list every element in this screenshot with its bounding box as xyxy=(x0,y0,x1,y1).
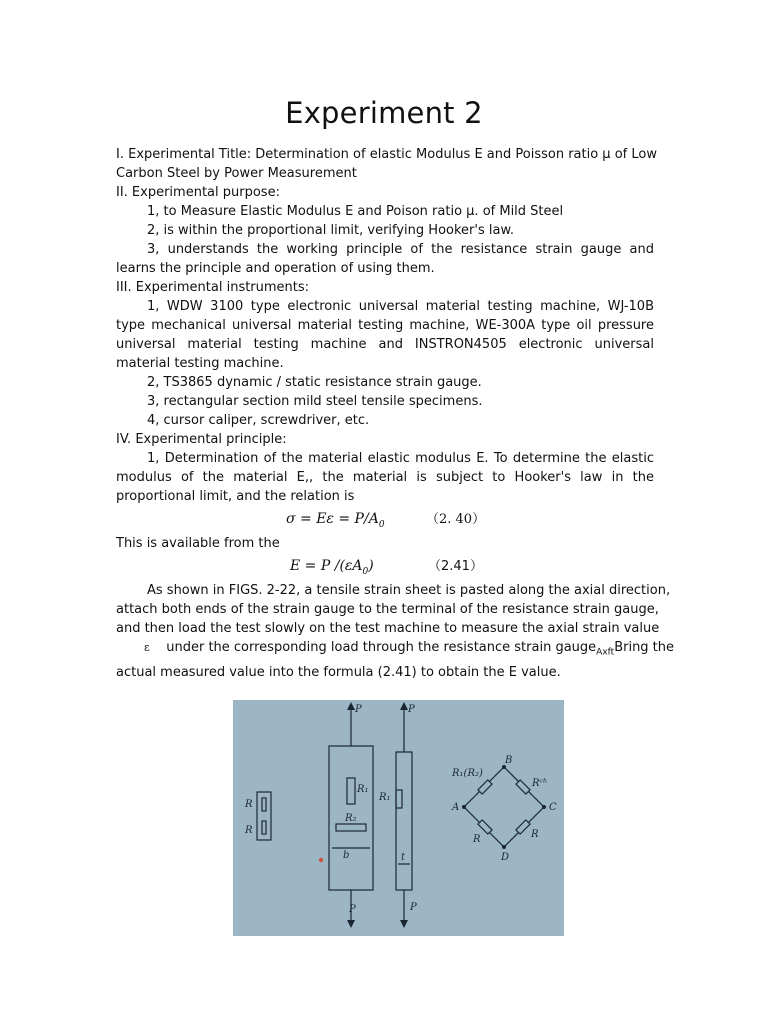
load-label-bottom-2: P xyxy=(410,902,417,913)
purpose-item-3: 3, understands the working principle of the resistance strain gauge and learns the principle and operation of using them. xyxy=(116,242,654,276)
gauge-label-r2: R₂ xyxy=(345,813,357,824)
instrument-item-2: 2, TS3865 dynamic / static resistance strain gauge. xyxy=(147,375,482,390)
node-label-c: C xyxy=(549,802,557,813)
purpose-item-1: 1, to Measure Elastic Modulus E and Poison ratio μ. of Mild Steel xyxy=(147,204,564,219)
node-label-d: D xyxy=(501,852,510,863)
principle-paragraph-2-line5: actual measured value into the formula (2.41) to obtain the E value. xyxy=(116,664,561,680)
section3-heading: III. Experimental instruments: xyxy=(116,280,310,295)
principle-paragraph-2-line1: As shown in FIGS. 2-22, a tensile strain sheet is pasted along the axial direction, xyxy=(147,583,671,598)
width-label-b: b xyxy=(343,850,350,861)
section4-heading: IV. Experimental principle: xyxy=(116,432,287,447)
instrument-item-1: 1, WDW 3100 type electronic universal material testing machine, WJ-10B type mechanical universal material testing machine, WE-300A type oil pressure universal material testing machine and INSTRON4505 electronic universal material testing machine. xyxy=(116,299,654,371)
load-label-bottom-1: P xyxy=(349,904,356,915)
epsilon-symbol: ε xyxy=(144,641,150,654)
page-title: Experiment 2 xyxy=(285,96,483,130)
small-specimen xyxy=(257,792,271,840)
equation-2-40 xyxy=(116,506,654,534)
equation-2-41-number: （2.41） xyxy=(428,559,483,574)
gauge-label-r1: R₁ xyxy=(357,784,369,795)
available-from-text: This is available from the xyxy=(116,536,280,551)
equation-2-40-number: （2. 40） xyxy=(426,512,486,527)
strain-gauge-figure xyxy=(233,700,564,936)
section1-title-line1: I. Experimental Title: Determination of elastic Modulus E and Poisson ratio μ of Low xyxy=(116,147,657,162)
instrument-item-3: 3, rectangular section mild steel tensile specimens. xyxy=(147,394,483,409)
gauge-label-r1-side: R₁ xyxy=(379,792,391,803)
equation-2-41-formula: E = P $/(\varepsilon A_0)$ xyxy=(290,558,374,577)
thickness-label-t: t xyxy=(401,852,406,863)
bridge-label-r1r2: R₁(R₂) xyxy=(452,768,483,779)
bridge-label-rs: Rᶜʰ xyxy=(532,778,548,789)
resistor-label-a: R xyxy=(245,799,253,810)
equation-2-40-formula: $\sigma = E\varepsilon = P/A_0$ xyxy=(286,511,385,530)
strain-gauge-diagram xyxy=(233,700,564,936)
principle-paragraph-2-line4: ε under the corresponding load through the resistance strain gauge$_{Axft}$Bring the xyxy=(144,640,675,658)
narrow-specimen xyxy=(396,752,412,890)
node-label-b: B xyxy=(505,755,513,766)
purpose-item-2: 2, is within the proportional limit, verifying Hooker's law. xyxy=(147,223,515,238)
principle-paragraph-1: 1, Determination of the material elastic modulus E. To determine the elastic modulus of the material E,, the material is subject to Hooker's law in the proportional limit, and the relation is xyxy=(116,451,654,504)
principle-paragraph-2-line3: and then load the test slowly on the test machine to measure the axial strain value xyxy=(116,621,660,636)
resistor-label-b: R xyxy=(245,825,253,836)
node-label-a: A xyxy=(452,802,460,813)
equation-2-41 xyxy=(116,553,654,581)
bridge-label-r-left: R xyxy=(473,834,481,845)
section1-title-line2: Carbon Steel by Power Measurement xyxy=(116,166,357,181)
load-label-top-1: P xyxy=(355,704,362,715)
instrument-item-4: 4, cursor caliper, screwdriver, etc. xyxy=(147,413,370,428)
document-body xyxy=(116,145,675,682)
principle-paragraph-2-line2: attach both ends of the strain gauge to the terminal of the resistance strain gauge, xyxy=(116,602,659,617)
section2-heading: II. Experimental purpose: xyxy=(116,185,280,200)
bridge-label-r-right: R xyxy=(531,829,539,840)
load-label-top-2: P xyxy=(408,704,415,715)
